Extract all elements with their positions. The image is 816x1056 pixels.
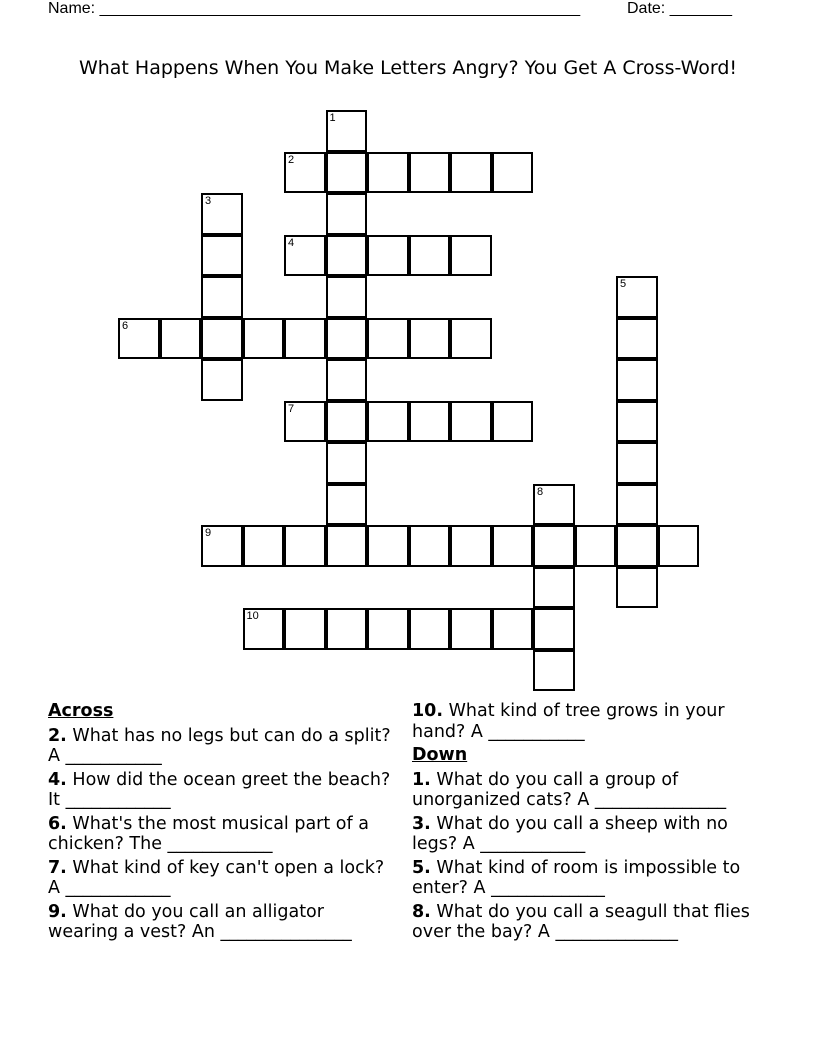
grid-cell[interactable]: [326, 359, 368, 401]
grid-cell[interactable]: [492, 401, 534, 443]
grid-cell[interactable]: [243, 525, 285, 567]
grid-cell[interactable]: [533, 650, 575, 692]
grid-cell[interactable]: [616, 359, 658, 401]
grid-cell[interactable]: [533, 567, 575, 609]
across-clue-10: [412, 701, 772, 742]
grid-cell[interactable]: [658, 525, 700, 567]
grid-cell[interactable]: [326, 442, 368, 484]
grid-cell[interactable]: [409, 318, 451, 360]
clue-number-label: 8: [537, 485, 544, 498]
clue-text: What do you call a group of unorganized cats? A _______________: [412, 769, 727, 810]
grid-cell[interactable]: [533, 525, 575, 567]
date-field[interactable]: Date: _______: [627, 0, 732, 17]
grid-cell[interactable]: [284, 608, 326, 650]
name-field[interactable]: Name: ______________________________________________________: [48, 0, 581, 17]
grid-cell[interactable]: [326, 235, 368, 277]
grid-cell[interactable]: [367, 401, 409, 443]
clue-number: 9.: [48, 901, 67, 922]
grid-cell[interactable]: [367, 318, 409, 360]
clue-number-label: 7: [288, 402, 295, 415]
grid-cell[interactable]: [326, 276, 368, 318]
grid-cell[interactable]: [409, 152, 451, 194]
down-clue-8: [412, 902, 772, 943]
grid-cell[interactable]: [616, 318, 658, 360]
clue-number-label: 2: [288, 153, 295, 166]
grid-cell[interactable]: [450, 401, 492, 443]
across-clue-7: [48, 858, 398, 899]
grid-cell[interactable]: [409, 525, 451, 567]
grid-cell[interactable]: [284, 525, 326, 567]
grid-cell[interactable]: [284, 401, 326, 443]
grid-cell[interactable]: [160, 318, 202, 360]
down-clue-3: [412, 814, 772, 855]
clue-number: 3.: [412, 813, 431, 834]
clue-number: 4.: [48, 769, 67, 790]
clue-number-label: 3: [205, 195, 212, 207]
grid-cell[interactable]: [616, 276, 658, 318]
clue-number-label: 10: [246, 610, 259, 622]
grid-cell[interactable]: [450, 318, 492, 360]
clue-number: 7.: [48, 857, 67, 878]
clue-number: 1.: [412, 769, 431, 790]
grid-cell[interactable]: [201, 276, 243, 318]
grid-cell[interactable]: [367, 608, 409, 650]
clue-text: What do you call a sheep with no legs? A ____________: [412, 813, 728, 854]
grid-cell[interactable]: [616, 525, 658, 567]
grid-cell[interactable]: [326, 525, 368, 567]
grid-cell[interactable]: [326, 401, 368, 443]
grid-cell[interactable]: [201, 193, 243, 235]
grid-cell[interactable]: [243, 318, 285, 360]
clue-number: 8.: [412, 901, 431, 922]
clue-number: 10.: [412, 701, 444, 721]
down-clue-5: [412, 858, 772, 899]
grid-cell[interactable]: [616, 442, 658, 484]
down-heading: Down: [412, 745, 468, 765]
grid-cell[interactable]: [533, 608, 575, 650]
grid-cell[interactable]: [367, 152, 409, 194]
across-clue-6: [48, 814, 398, 855]
grid-cell[interactable]: [326, 608, 368, 650]
clues-left-column: [48, 701, 398, 946]
clue-text: What do you call a seagull that flies over the bay? A ______________: [412, 901, 750, 942]
grid-cell[interactable]: [367, 235, 409, 277]
grid-cell[interactable]: [326, 484, 368, 526]
grid-cell[interactable]: [409, 235, 451, 277]
grid-cell[interactable]: [284, 235, 326, 277]
grid-cell[interactable]: [326, 110, 368, 152]
clue-text: What kind of tree grows in your hand? A ___________: [412, 701, 725, 742]
grid-cell[interactable]: [616, 401, 658, 443]
grid-cell[interactable]: [243, 608, 285, 650]
clue-text: What kind of room is impossible to enter? A _____________: [412, 857, 741, 898]
grid-cell[interactable]: [201, 235, 243, 277]
grid-cell[interactable]: [450, 152, 492, 194]
grid-cell[interactable]: [533, 484, 575, 526]
clue-text: What's the most musical part of a chicken? The ____________: [48, 813, 369, 854]
grid-cell[interactable]: [492, 525, 534, 567]
down-clue-1: [412, 770, 772, 811]
grid-cell[interactable]: [201, 525, 243, 567]
grid-cell[interactable]: [367, 525, 409, 567]
clue-text: What has no legs but can do a split? A ___________: [48, 725, 391, 766]
clue-number-label: 1: [329, 112, 336, 124]
grid-cell[interactable]: [201, 359, 243, 401]
grid-cell[interactable]: [201, 318, 243, 360]
grid-cell[interactable]: [450, 235, 492, 277]
grid-cell[interactable]: [450, 525, 492, 567]
grid-cell[interactable]: [616, 484, 658, 526]
puzzle-title: What Happens When You Make Letters Angry? You Get A Cross-Word!: [78, 57, 738, 79]
clues-right-column: [412, 701, 772, 946]
grid-cell[interactable]: [326, 193, 368, 235]
grid-cell[interactable]: [492, 608, 534, 650]
clue-number-label: 4: [288, 236, 295, 249]
grid-cell[interactable]: [409, 608, 451, 650]
grid-cell[interactable]: [616, 567, 658, 609]
clue-number: 6.: [48, 813, 67, 834]
grid-cell[interactable]: [575, 525, 617, 567]
grid-cell[interactable]: [326, 152, 368, 194]
grid-cell[interactable]: [409, 401, 451, 443]
clue-number-label: 9: [205, 527, 212, 539]
clue-number-label: 6: [122, 319, 129, 332]
across-heading: Across: [48, 701, 114, 721]
across-clue-9: [48, 902, 398, 943]
clue-text: What kind of key can't open a lock? A ____________: [48, 857, 385, 898]
clue-number-label: 5: [620, 278, 627, 290]
grid-cell[interactable]: [118, 318, 160, 360]
clue-number: 5.: [412, 857, 431, 878]
clue-text: What do you call an alligator wearing a vest? An _______________: [48, 901, 352, 942]
grid-cell[interactable]: [450, 608, 492, 650]
clue-text: How did the ocean greet the beach? It ____________: [48, 769, 391, 810]
grid-cell[interactable]: [326, 318, 368, 360]
grid-cell[interactable]: [492, 152, 534, 194]
grid-cell[interactable]: [284, 152, 326, 194]
across-clue-4: [48, 770, 398, 811]
across-clue-2: [48, 726, 398, 767]
grid-cell[interactable]: [284, 318, 326, 360]
clue-number: 2.: [48, 725, 67, 746]
